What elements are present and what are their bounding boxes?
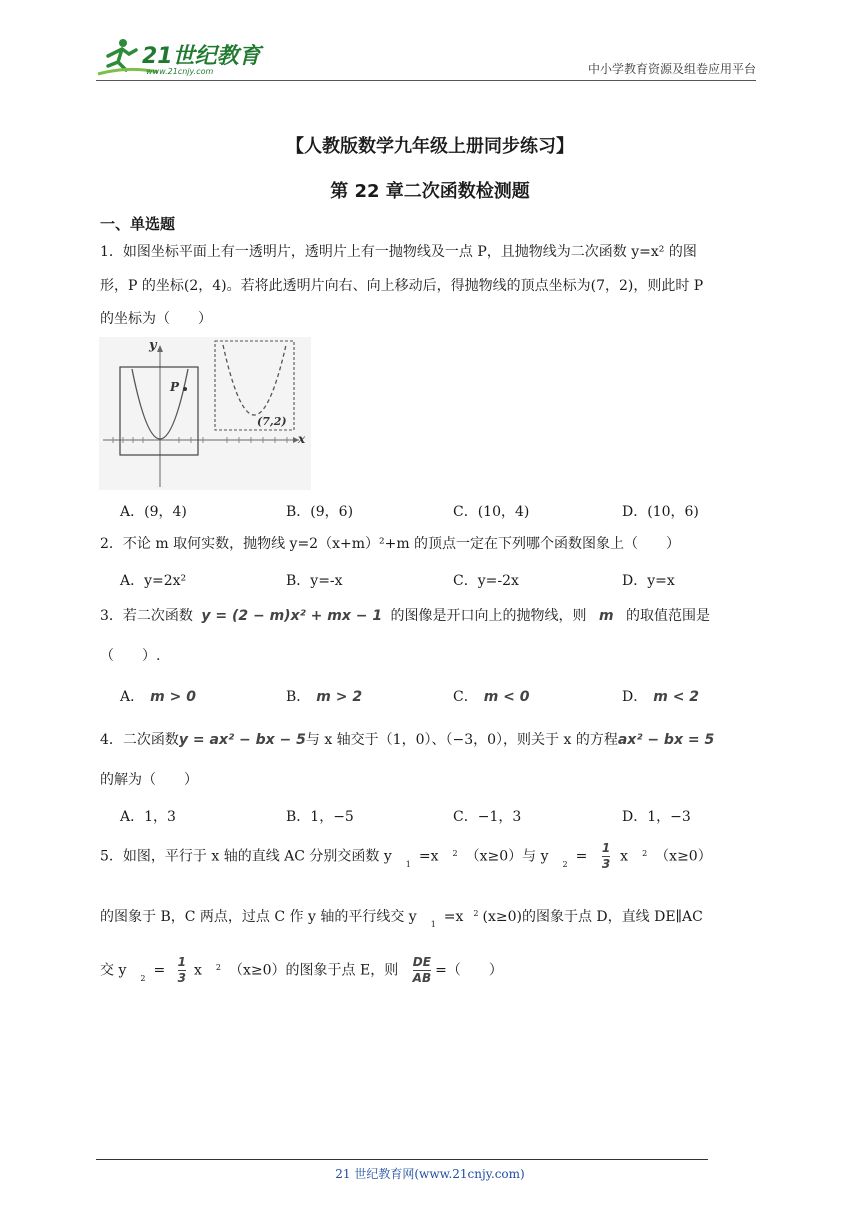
parabola-moved xyxy=(223,345,286,415)
vertex-label: (7,2) xyxy=(257,415,287,428)
q3-line1 xyxy=(100,606,710,626)
frac-num: 1 xyxy=(177,955,186,969)
q3-option-c-math: m < 0 xyxy=(483,689,530,705)
q1-figure xyxy=(99,337,311,490)
q4-equation: ax² − bx = 5 xyxy=(617,732,715,748)
q5-l1-e: x xyxy=(620,848,629,865)
footer-divider xyxy=(96,1159,708,1160)
q4-option-a[interactable]: A．1，3 xyxy=(120,809,176,825)
q5-l2-a: 的图象于 B，C 两点，过点 C 作 y 轴的平行线交 y xyxy=(100,909,417,925)
q2-option-b[interactable]: B．y=-x xyxy=(286,573,343,589)
q3-option-a-label: A． xyxy=(120,689,145,705)
q5-l3-b: = xyxy=(153,962,166,979)
q4-option-c[interactable]: C．−1，3 xyxy=(453,809,522,825)
doc-subtitle: 第 22 章二次函数检测题 xyxy=(330,181,530,202)
q1-option-c[interactable]: C．(10，4) xyxy=(453,504,530,520)
frac-num: 1 xyxy=(601,841,611,855)
q4-middle: 与 x 轴交于（1，0）、（−3，0），则关于 x 的方程 xyxy=(305,732,618,748)
ratio-den: AB xyxy=(412,971,432,985)
q3-option-b[interactable] xyxy=(286,686,362,706)
q2-option-c[interactable]: C．y=-2x xyxy=(453,573,519,589)
q4-formula: y = ax² − bx − 5 xyxy=(178,732,306,748)
frac-den: 3 xyxy=(177,971,186,985)
q5-l2-b: =x xyxy=(443,909,464,925)
q2-text: 2．不论 m 取何实数，抛物线 y=2（x+m）²+m 的顶点一定在下列哪个函数图象上（ ） xyxy=(100,536,681,552)
q1-line3: 的坐标为（ ） xyxy=(100,311,212,327)
q5-ratio xyxy=(413,956,431,985)
q3-option-a[interactable] xyxy=(120,686,196,706)
q3-option-a-math: m > 0 xyxy=(150,689,196,705)
q4-prefix: 4．二次函数 xyxy=(100,732,179,748)
q4-line1 xyxy=(100,730,714,750)
q5-sub: 2 xyxy=(140,973,146,983)
q1-line1: 1．如图坐标平面上有一透明片，透明片上有一抛物线及一点 P，且抛物线为二次函数 y=x² 的图 xyxy=(100,244,697,260)
q5-l3-d: （x≥0）的图象于点 E，则 xyxy=(229,962,399,979)
q5-l1-a: 5．如图，平行于 x 轴的直线 AC 分别交函数 y xyxy=(100,848,392,865)
q3-option-d-label: D． xyxy=(622,689,648,705)
point-p-label: P xyxy=(170,380,180,394)
q5-sub: 1 xyxy=(405,859,411,869)
ratio-num: DE xyxy=(412,955,431,969)
header-platform-text: 中小学教育资源及组卷应用平台 xyxy=(587,62,756,76)
q3-line2: （ ）. xyxy=(100,648,161,664)
frac-den: 3 xyxy=(601,857,611,871)
q4-option-b[interactable]: B．1，−5 xyxy=(286,809,354,825)
q2-option-d[interactable]: D．y=x xyxy=(622,573,675,589)
logo-text: 21世纪教育 xyxy=(142,44,261,69)
q3-var: m xyxy=(598,608,614,624)
q5-l1-c: （x≥0）与 y xyxy=(465,848,549,865)
q3-option-d-math: m < 2 xyxy=(653,689,700,705)
q3-option-c-label: C． xyxy=(453,689,478,705)
q3-middle: 的图像是开口向上的抛物线，则 xyxy=(390,608,587,624)
doc-title: 【人教版数学九年级上册同步练习】 xyxy=(286,136,574,157)
q5-l2-c: (x≥0)的图象于点 D，直线 DE∥AC xyxy=(482,909,703,925)
site-logo xyxy=(96,36,266,80)
q5-l3-e: =（ ） xyxy=(435,962,503,979)
q3-formula: y = (2 − m)x² + mx − 1 xyxy=(201,608,383,624)
footer-text[interactable]: 21 世纪教育网(www.21cnjy.com) xyxy=(335,1167,525,1181)
q2-option-a[interactable]: A．y=2x² xyxy=(120,573,187,589)
q5-sup: 2 xyxy=(215,962,221,972)
q5-sup: 2 xyxy=(452,848,458,858)
q1-line2: 形，P 的坐标(2，4)。若将此透明片向右、向上移动后，得抛物线的顶点坐标为(7，2)，则此时 P xyxy=(100,278,704,294)
section-heading: 一、单选题 xyxy=(100,215,176,233)
q5-l1-d: = xyxy=(575,848,588,865)
q4-option-d[interactable]: D．1，−3 xyxy=(622,809,691,825)
q5-line3 xyxy=(100,956,503,985)
q5-l1-b: =x xyxy=(418,848,439,865)
q5-line1 xyxy=(100,842,712,871)
q5-sub: 1 xyxy=(430,920,436,929)
q5-l1-f: （x≥0） xyxy=(655,848,712,865)
x-axis-label: x xyxy=(298,432,306,446)
q3-option-d[interactable] xyxy=(622,686,699,706)
q1-option-d[interactable]: D．(10，6) xyxy=(622,504,699,520)
q5-l3-c: x xyxy=(194,962,202,979)
q1-option-b[interactable]: B．(9，6) xyxy=(286,504,354,520)
q3-prefix: 3．若二次函数 xyxy=(100,608,193,624)
q5-sub: 2 xyxy=(562,859,568,869)
y-axis-label: y xyxy=(149,338,157,353)
q3-suffix: 的取值范围是 xyxy=(626,608,711,624)
q5-fraction xyxy=(602,842,610,871)
q5-sup: 2 xyxy=(642,848,648,858)
q5-line2 xyxy=(100,907,703,929)
logo-url: www.21cnjy.com xyxy=(146,67,214,76)
q3-option-c[interactable] xyxy=(453,686,530,706)
q3-option-b-math: m > 2 xyxy=(316,689,363,705)
q5-l3-a: 交 y xyxy=(100,962,127,979)
point-p xyxy=(183,387,187,391)
q1-option-a[interactable]: A．(9，4) xyxy=(120,504,187,520)
q5-fraction xyxy=(178,956,186,985)
q5-sup: 2 xyxy=(473,909,479,918)
q3-option-b-label: B． xyxy=(286,689,311,705)
q4-line2: 的解为（ ） xyxy=(100,772,198,788)
header-divider xyxy=(96,80,756,81)
